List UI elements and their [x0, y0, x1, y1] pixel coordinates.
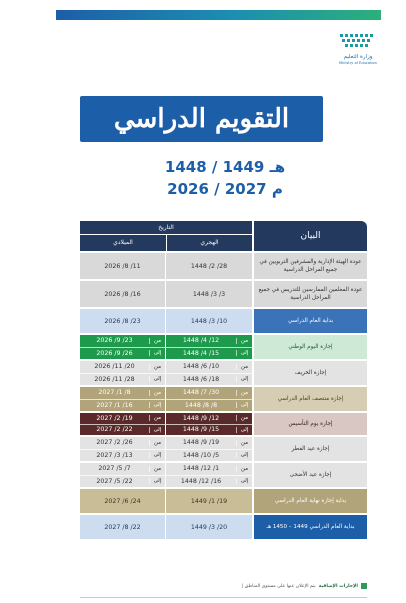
table-row — [80, 387, 367, 411]
header-gregorian: الميلادي — [80, 235, 166, 251]
row-dates — [80, 335, 252, 359]
row-dates — [80, 489, 252, 513]
gregorian-cell — [80, 489, 166, 513]
table-row — [80, 489, 367, 513]
row-dates — [80, 361, 252, 385]
hijri-column — [166, 335, 252, 359]
row-label: عودة الهيئة الإدارية والمشرفين التربويين في جميع المراحل الدراسية — [254, 253, 367, 279]
row-dates — [80, 437, 252, 461]
gregorian-column — [80, 309, 166, 333]
date-value: 2026 /8 /11 — [104, 262, 141, 270]
date-value: 2027 /6 /24 — [104, 497, 141, 505]
hijri-column — [166, 361, 252, 385]
header-date: التاريخ — [80, 221, 252, 234]
footer-strong: الإجازات الإضافية — [318, 583, 358, 589]
to-label: إلى — [149, 452, 165, 458]
footer-note — [80, 581, 367, 591]
date-value: 1448 /12 /16 — [180, 477, 222, 485]
hijri-cell — [166, 361, 252, 374]
gregorian-cell — [80, 463, 166, 476]
date-value: 2026 /8 /16 — [104, 290, 141, 298]
gregorian-column — [80, 515, 166, 539]
gregorian-cell — [80, 253, 166, 279]
to-label: إلى — [149, 350, 165, 356]
row-dates — [80, 309, 252, 333]
date-value: 2027 /1 /8 — [98, 389, 131, 397]
gregorian-column — [80, 281, 166, 307]
gregorian-cell — [80, 309, 166, 333]
header-label: البيان — [254, 221, 367, 251]
row-dates — [80, 515, 252, 539]
table-body — [80, 253, 367, 539]
table-row — [80, 437, 367, 461]
ministry-logo — [335, 32, 381, 72]
hijri-cell — [166, 515, 252, 539]
date-value: 2026 /8 /23 — [104, 317, 141, 325]
date-value: 1448 /4 /12 — [182, 337, 220, 345]
to-label: إلى — [149, 376, 165, 382]
calendar-table — [80, 221, 367, 539]
gregorian-cell — [80, 387, 166, 400]
gregorian-column — [80, 387, 166, 411]
date-value: 2027 /2 /22 — [96, 426, 133, 434]
from-label: من — [149, 364, 165, 370]
hijri-column — [166, 515, 252, 539]
date-value: 1448 /7 /30 — [182, 389, 220, 397]
gregorian-cell — [80, 335, 166, 348]
hijri-cell — [166, 463, 252, 476]
hijri-column — [166, 489, 252, 513]
hijri-cell — [166, 489, 252, 513]
from-label: من — [149, 440, 165, 446]
hijri-column — [166, 309, 252, 333]
year-hijri: 1448 / 1449 هـ — [164, 158, 286, 176]
gregorian-column — [80, 253, 166, 279]
from-label: من — [236, 440, 252, 446]
hijri-column — [166, 387, 252, 411]
row-label: بداية إجازة نهاية العام الدراسي — [254, 489, 367, 513]
date-value: 1448 /9 /15 — [182, 426, 220, 434]
gregorian-column — [80, 335, 166, 359]
date-value: 2027 /2 /26 — [96, 439, 133, 447]
gregorian-cell — [80, 515, 166, 539]
to-label: إلى — [149, 402, 165, 408]
footer-text: | يتم الإعلان عنها على مستوى المناطق — [241, 583, 316, 589]
hijri-column — [166, 437, 252, 461]
from-label: من — [149, 415, 165, 421]
top-gradient-bar — [56, 10, 381, 20]
date-value: 2026 /11 /28 — [94, 375, 135, 383]
footer-divider — [80, 597, 367, 598]
date-value: 1448 /4 /15 — [182, 349, 220, 357]
to-label: إلى — [236, 427, 252, 433]
to-label: إلى — [236, 478, 252, 484]
hijri-cell — [166, 437, 252, 450]
row-label: إجازة الخريف — [254, 361, 367, 385]
table-row — [80, 413, 367, 435]
table-row — [80, 361, 367, 385]
date-value: 2027 /2 /19 — [96, 414, 133, 422]
hijri-cell — [166, 374, 252, 386]
gregorian-column — [80, 463, 166, 487]
date-value: 1448 /12 /1 — [182, 465, 220, 473]
from-label: من — [149, 390, 165, 396]
hijri-column — [166, 253, 252, 279]
gregorian-column — [80, 489, 166, 513]
academic-years — [150, 156, 300, 200]
row-label: إجازة اليوم الوطني — [254, 335, 367, 359]
row-dates — [80, 253, 252, 279]
gregorian-cell — [80, 476, 166, 488]
year-gregorian: 2026 / 2027 م — [167, 180, 283, 198]
row-label: إجازة منتصف العام الدراسي — [254, 387, 367, 411]
date-value: 1448 /6 /10 — [182, 363, 220, 371]
hijri-cell — [166, 400, 252, 412]
header-hijri: الهجري — [167, 235, 252, 251]
hijri-cell — [166, 253, 252, 279]
gregorian-column — [80, 437, 166, 461]
table-row — [80, 309, 367, 333]
gregorian-cell — [80, 348, 166, 360]
from-label: من — [236, 390, 252, 396]
hijri-cell — [166, 281, 252, 307]
hijri-cell — [166, 450, 252, 462]
footer-square-icon — [361, 583, 367, 589]
row-label: إجازة يوم التأسيس — [254, 413, 367, 435]
from-label: من — [236, 338, 252, 344]
gregorian-cell — [80, 361, 166, 374]
gregorian-cell — [80, 400, 166, 412]
date-value: 1448 /2 /28 — [190, 262, 228, 270]
page-title: التقويم الدراسي — [113, 104, 290, 134]
date-value: 1448 /8 /8 — [184, 401, 218, 409]
row-dates — [80, 463, 252, 487]
date-value: 2026 /9 /23 — [96, 337, 133, 345]
row-dates — [80, 413, 252, 435]
gregorian-cell — [80, 437, 166, 450]
row-label: إجازة عيد الفطر — [254, 437, 367, 461]
gregorian-cell — [80, 425, 166, 436]
row-label: بداية العام الدراسي 1449 – 1450 هـ — [254, 515, 367, 539]
date-value: 1448 /3 /3 — [192, 290, 226, 298]
to-label: إلى — [236, 376, 252, 382]
table-header — [80, 221, 367, 251]
date-value: 1448 /9 /12 — [182, 414, 220, 422]
date-value: 2027 /5 /22 — [96, 477, 133, 485]
gregorian-cell — [80, 450, 166, 462]
ministry-logo-icon — [338, 32, 378, 52]
gregorian-cell — [80, 374, 166, 386]
ministry-name-ar: وزارة التعليم — [343, 54, 373, 60]
date-value: 1448 /10 /5 — [182, 451, 220, 459]
to-label: إلى — [149, 478, 165, 484]
date-value: 1449 /1 /19 — [190, 497, 228, 505]
hijri-column — [166, 281, 252, 307]
hijri-cell — [166, 387, 252, 400]
hijri-cell — [166, 425, 252, 436]
gregorian-column — [80, 413, 166, 435]
hijri-cell — [166, 413, 252, 425]
table-row — [80, 335, 367, 359]
hijri-cell — [166, 348, 252, 360]
date-value: 2027 /3 /13 — [96, 451, 133, 459]
from-label: من — [236, 364, 252, 370]
gregorian-cell — [80, 281, 166, 307]
date-value: 2026 /9 /26 — [96, 349, 133, 357]
date-value: 1448 /3 /10 — [190, 317, 228, 325]
hijri-column — [166, 413, 252, 435]
to-label: إلى — [236, 452, 252, 458]
to-label: إلى — [236, 402, 252, 408]
date-value: 1448 /9 /19 — [182, 439, 220, 447]
hijri-column — [166, 463, 252, 487]
date-value: 1448 /6 /18 — [182, 375, 220, 383]
from-label: من — [236, 415, 252, 421]
ministry-name-en: Ministry of Education — [339, 61, 377, 65]
hijri-cell — [166, 476, 252, 488]
row-label: عودة المعلمين الممارسين للتدريس في جميع المراحل الدراسية — [254, 281, 367, 307]
gregorian-column — [80, 361, 166, 385]
table-row — [80, 463, 367, 487]
hijri-cell — [166, 335, 252, 348]
row-dates — [80, 281, 252, 307]
date-value: 2026 /11 /20 — [94, 363, 135, 371]
table-row — [80, 281, 367, 307]
row-label: بداية العام الدراسي — [254, 309, 367, 333]
date-value: 2027 /8 /22 — [104, 523, 141, 531]
date-value: 2027 /5 /7 — [98, 465, 131, 473]
date-value: 2027 /1 /16 — [96, 401, 133, 409]
to-label: إلى — [149, 427, 165, 433]
page-title-box — [80, 96, 323, 142]
row-label: إجازة عيد الأضحى — [254, 463, 367, 487]
to-label: إلى — [236, 350, 252, 356]
from-label: من — [149, 466, 165, 472]
table-row — [80, 253, 367, 279]
from-label: من — [236, 466, 252, 472]
date-value: 1449 /3 /20 — [190, 523, 228, 531]
hijri-cell — [166, 309, 252, 333]
from-label: من — [149, 338, 165, 344]
table-row — [80, 515, 367, 539]
row-dates — [80, 387, 252, 411]
gregorian-cell — [80, 413, 166, 425]
